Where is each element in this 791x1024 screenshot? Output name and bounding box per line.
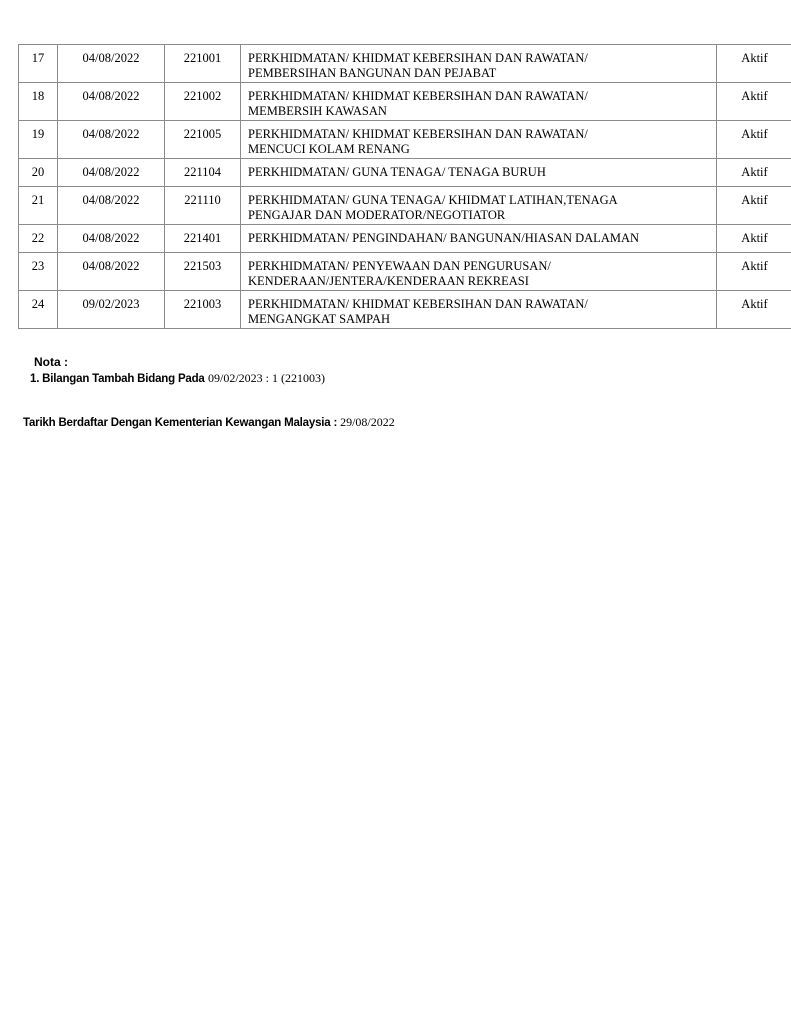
description-line-1: PERKHIDMATAN/ PENYEWAAN DAN PENGURUSAN/ (248, 259, 551, 273)
row-number-cell: 22 (19, 225, 58, 253)
row-code-cell: 221005 (165, 121, 241, 159)
row-number-cell: 18 (19, 83, 58, 121)
row-status-cell: Aktif (717, 253, 791, 291)
row-date-cell: 04/08/2022 (58, 121, 165, 159)
row-number-cell: 23 (19, 253, 58, 291)
row-date-cell: 04/08/2022 (58, 253, 165, 291)
row-status-cell: Aktif (717, 187, 791, 225)
notes-item-1-value: 09/02/2023 : 1 (221003) (207, 371, 325, 385)
table-row (19, 253, 791, 291)
row-description-cell (241, 253, 717, 291)
table-row (19, 159, 791, 187)
row-description-cell (241, 121, 717, 159)
description-line-1: PERKHIDMATAN/ KHIDMAT KEBERSIHAN DAN RAWATAN/ (248, 51, 588, 65)
registration-fields-table (18, 44, 791, 329)
description-line-1: PERKHIDMATAN/ KHIDMAT KEBERSIHAN DAN RAWATAN/ (248, 127, 588, 141)
table-row (19, 121, 791, 159)
table-row (19, 83, 791, 121)
row-status-cell: Aktif (717, 83, 791, 121)
row-description-cell (241, 45, 717, 83)
notes-item-1-label: 1. Bilangan Tambah Bidang Pada (30, 373, 205, 385)
registration-date-label: Tarikh Berdaftar Dengan Kementerian Kewangan Malaysia : (23, 417, 338, 429)
description-line-1: PERKHIDMATAN/ GUNA TENAGA/ TENAGA BURUH (248, 165, 546, 179)
row-number-cell: 21 (19, 187, 58, 225)
registration-date-line (23, 414, 395, 431)
description-line-1: PERKHIDMATAN/ PENGINDAHAN/ BANGUNAN/HIASAN DALAMAN (248, 231, 640, 245)
description-line-2: PENGAJAR DAN MODERATOR/NEGOTIATOR (248, 208, 506, 222)
row-description-cell (241, 159, 717, 187)
description-line-1: PERKHIDMATAN/ KHIDMAT KEBERSIHAN DAN RAWATAN/ (248, 297, 588, 311)
row-description-cell (241, 225, 717, 253)
table-row (19, 291, 791, 329)
table-row (19, 45, 791, 83)
table-row (19, 187, 791, 225)
row-code-cell: 221503 (165, 253, 241, 291)
row-code-cell: 221104 (165, 159, 241, 187)
description-line-2: MEMBERSIH KAWASAN (248, 104, 387, 118)
row-date-cell: 04/08/2022 (58, 225, 165, 253)
row-number-cell: 20 (19, 159, 58, 187)
row-number-cell: 17 (19, 45, 58, 83)
description-line-1: PERKHIDMATAN/ GUNA TENAGA/ KHIDMAT LATIHAN,TENAGA (248, 193, 618, 207)
row-code-cell: 221003 (165, 291, 241, 329)
row-number-cell: 19 (19, 121, 58, 159)
row-code-cell: 221002 (165, 83, 241, 121)
row-status-cell: Aktif (717, 159, 791, 187)
notes-title: Nota : (34, 355, 68, 369)
row-status-cell: Aktif (717, 121, 791, 159)
table-row (19, 225, 791, 253)
description-line-2: MENCUCI KOLAM RENANG (248, 142, 410, 156)
description-line-2: PEMBERSIHAN BANGUNAN DAN PEJABAT (248, 66, 497, 80)
row-description-cell (241, 187, 717, 225)
row-date-cell: 04/08/2022 (58, 83, 165, 121)
description-line-2: KENDERAAN/JENTERA/KENDERAAN REKREASI (248, 274, 529, 288)
row-description-cell (241, 291, 717, 329)
description-line-1: PERKHIDMATAN/ KHIDMAT KEBERSIHAN DAN RAWATAN/ (248, 89, 588, 103)
row-date-cell: 04/08/2022 (58, 159, 165, 187)
row-number-cell: 24 (19, 291, 58, 329)
row-description-cell (241, 83, 717, 121)
row-code-cell: 221401 (165, 225, 241, 253)
row-status-cell: Aktif (717, 225, 791, 253)
row-date-cell: 04/08/2022 (58, 45, 165, 83)
registration-date-value: 29/08/2022 (340, 415, 395, 429)
row-code-cell: 221001 (165, 45, 241, 83)
row-date-cell: 04/08/2022 (58, 187, 165, 225)
notes-item-1 (30, 370, 325, 387)
row-status-cell: Aktif (717, 45, 791, 83)
description-line-2: MENGANGKAT SAMPAH (248, 312, 391, 326)
row-date-cell: 09/02/2023 (58, 291, 165, 329)
row-status-cell: Aktif (717, 291, 791, 329)
notes-section (30, 354, 325, 387)
row-code-cell: 221110 (165, 187, 241, 225)
